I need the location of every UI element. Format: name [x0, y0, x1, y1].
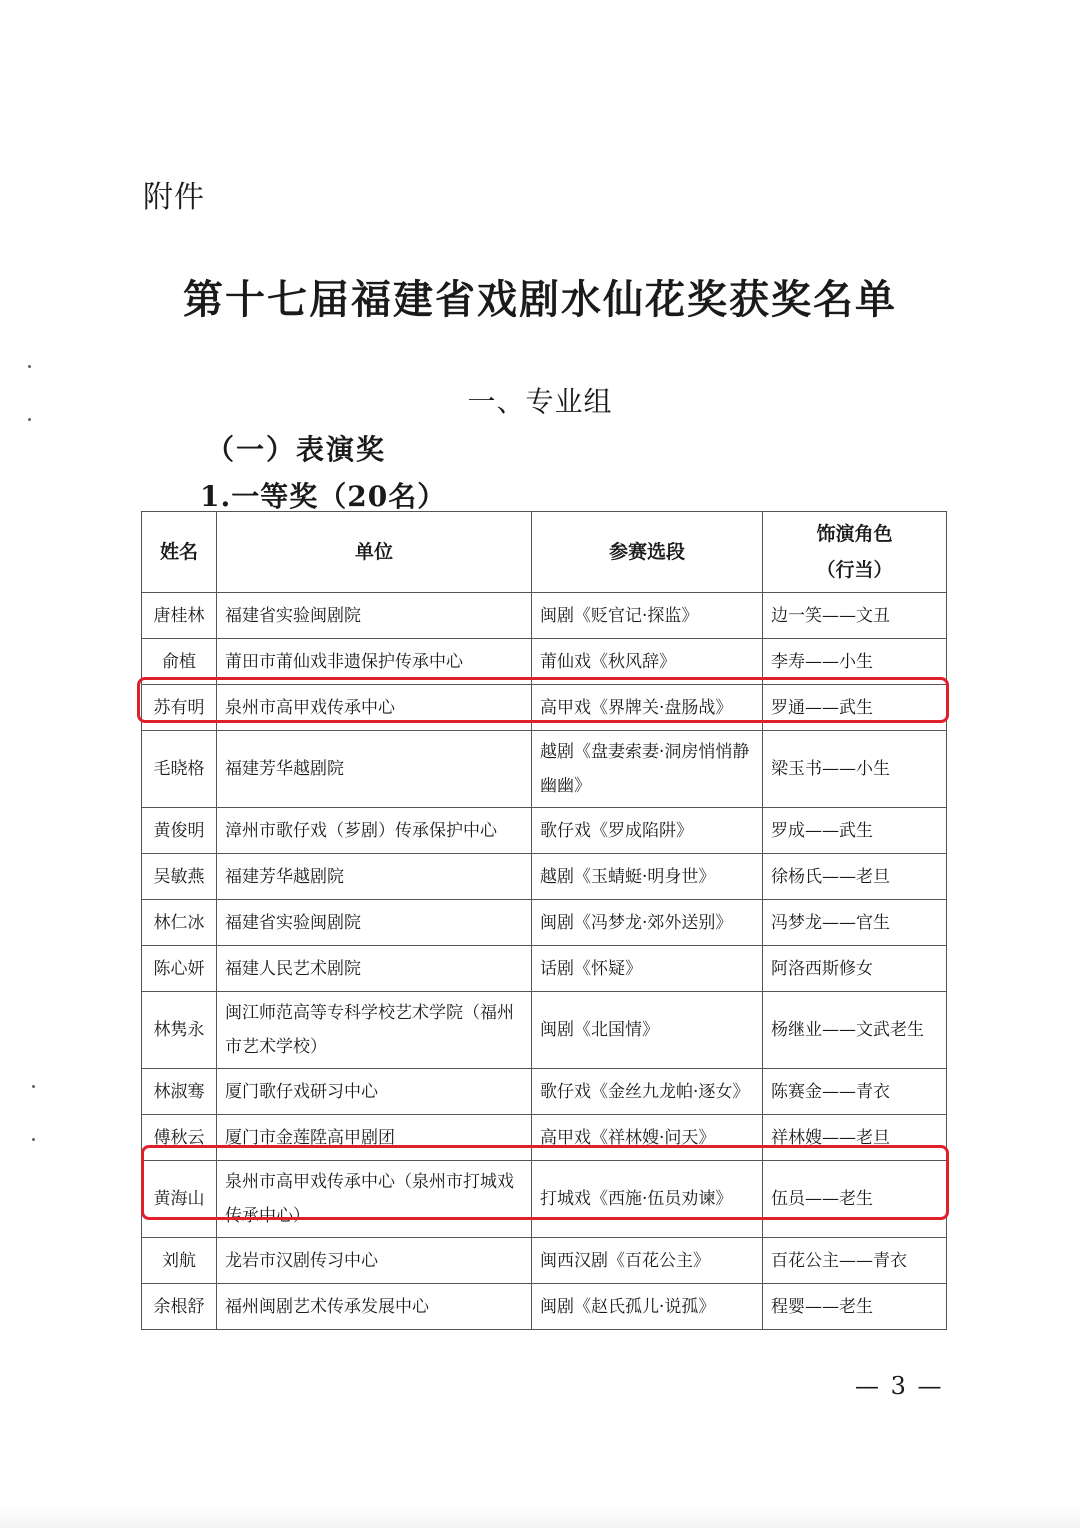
cell-excerpt: 歌仔戏《罗成陷阱》	[532, 808, 763, 854]
table-row	[142, 946, 947, 992]
scan-bottom-edge	[0, 1505, 1080, 1528]
subsection-heading: （一）表演奖	[206, 433, 387, 466]
scan-speck	[28, 365, 31, 368]
cell-excerpt: 闽剧《北国情》	[532, 992, 763, 1069]
cell-name: 黄海山	[142, 1161, 217, 1238]
cell-role: 伍员——老生	[763, 1161, 947, 1238]
cell-name: 刘航	[142, 1238, 217, 1284]
cell-role: 祥林嫂——老旦	[763, 1115, 947, 1161]
table-row	[142, 1284, 947, 1330]
document-title: 第十七届福建省戏剧水仙花奖获奖名单	[183, 276, 897, 323]
cell-role: 冯梦龙——官生	[763, 900, 947, 946]
cell-unit: 厦门市金莲陞高甲剧团	[217, 1115, 532, 1161]
cell-unit: 泉州市高甲戏传承中心	[217, 685, 532, 731]
cell-unit: 福建芳华越剧院	[217, 731, 532, 808]
table-row	[142, 731, 947, 808]
cell-excerpt: 高甲戏《界牌关·盘肠战》	[532, 685, 763, 731]
cell-name: 吴敏燕	[142, 854, 217, 900]
cell-name: 傅秋云	[142, 1115, 217, 1161]
table-row	[142, 639, 947, 685]
cell-unit: 漳州市歌仔戏（芗剧）传承保护中心	[217, 808, 532, 854]
cell-excerpt: 歌仔戏《金丝九龙帕·逐女》	[532, 1069, 763, 1115]
cell-name: 林淑骞	[142, 1069, 217, 1115]
cell-name: 毛晓格	[142, 731, 217, 808]
cell-role: 边一笑——文丑	[763, 593, 947, 639]
section-heading: 一、专业组	[467, 385, 613, 418]
cell-unit: 福州闽剧艺术传承发展中心	[217, 1284, 532, 1330]
table-row	[142, 900, 947, 946]
table-row	[142, 1115, 947, 1161]
cell-unit: 莆田市莆仙戏非遗保护传承中心	[217, 639, 532, 685]
cell-name: 余根舒	[142, 1284, 217, 1330]
table-row	[142, 854, 947, 900]
table-row	[142, 1069, 947, 1115]
cell-excerpt: 越剧《盘妻索妻·洞房悄悄静幽幽》	[532, 731, 763, 808]
cell-excerpt: 闽剧《赵氏孤儿·说孤》	[532, 1284, 763, 1330]
header-name: 姓名	[142, 512, 217, 593]
cell-unit: 福建省实验闽剧院	[217, 593, 532, 639]
cell-unit: 泉州市高甲戏传承中心（泉州市打城戏传承中心）	[217, 1161, 532, 1238]
cell-excerpt: 打城戏《西施·伍员劝谏》	[532, 1161, 763, 1238]
scan-speck	[32, 1085, 35, 1088]
attachment-label: 附件	[143, 180, 205, 215]
cell-role: 程婴——老生	[763, 1284, 947, 1330]
scan-speck	[32, 1138, 35, 1141]
cell-role: 陈赛金——青衣	[763, 1069, 947, 1115]
header-excerpt: 参赛选段	[532, 512, 763, 593]
cell-unit: 厦门歌仔戏研习中心	[217, 1069, 532, 1115]
cell-excerpt: 高甲戏《祥林嫂·问天》	[532, 1115, 763, 1161]
cell-excerpt: 闽剧《贬官记·探监》	[532, 593, 763, 639]
header-unit: 单位	[217, 512, 532, 593]
cell-name: 黄俊明	[142, 808, 217, 854]
cell-role: 百花公主——青衣	[763, 1238, 947, 1284]
cell-excerpt: 闽剧《冯梦龙·郊外送别》	[532, 900, 763, 946]
cell-role: 罗通——武生	[763, 685, 947, 731]
cell-excerpt: 话剧《怀疑》	[532, 946, 763, 992]
cell-role: 李寿——小生	[763, 639, 947, 685]
cell-excerpt: 莆仙戏《秋风辞》	[532, 639, 763, 685]
cell-role: 罗成——武生	[763, 808, 947, 854]
header-role	[763, 512, 947, 593]
scan-speck	[28, 418, 31, 421]
cell-unit: 福建人民艺术剧院	[217, 946, 532, 992]
awardee-table	[141, 511, 947, 1330]
table-row	[142, 685, 947, 731]
header-role-line2: （行当）	[816, 559, 893, 581]
cell-name: 俞植	[142, 639, 217, 685]
cell-name: 唐桂林	[142, 593, 217, 639]
cell-excerpt: 越剧《玉蜻蜓·明身世》	[532, 854, 763, 900]
table-row	[142, 593, 947, 639]
cell-name: 林隽永	[142, 992, 217, 1069]
table-row	[142, 1161, 947, 1238]
cell-unit: 龙岩市汉剧传习中心	[217, 1238, 532, 1284]
cell-name: 陈心妍	[142, 946, 217, 992]
cell-name: 苏有明	[142, 685, 217, 731]
table-row	[142, 992, 947, 1069]
cell-role: 杨继业——文武老生	[763, 992, 947, 1069]
cell-excerpt: 闽西汉剧《百花公主》	[532, 1238, 763, 1284]
cell-unit: 福建芳华越剧院	[217, 854, 532, 900]
cell-role: 梁玉书——小生	[763, 731, 947, 808]
table-row	[142, 1238, 947, 1284]
table-row	[142, 808, 947, 854]
cell-name: 林仁冰	[142, 900, 217, 946]
page-number: — 3 —	[855, 1372, 944, 1400]
cell-unit: 福建省实验闽剧院	[217, 900, 532, 946]
award-level-heading: 1.一等奖（20名）	[200, 480, 447, 513]
cell-role: 阿洛西斯修女	[763, 946, 947, 992]
table-header-row	[142, 512, 947, 593]
cell-role: 徐杨氏——老旦	[763, 854, 947, 900]
header-role-line1: 饰演角色	[816, 523, 893, 545]
cell-unit: 闽江师范高等专科学校艺术学院（福州市艺术学校）	[217, 992, 532, 1069]
